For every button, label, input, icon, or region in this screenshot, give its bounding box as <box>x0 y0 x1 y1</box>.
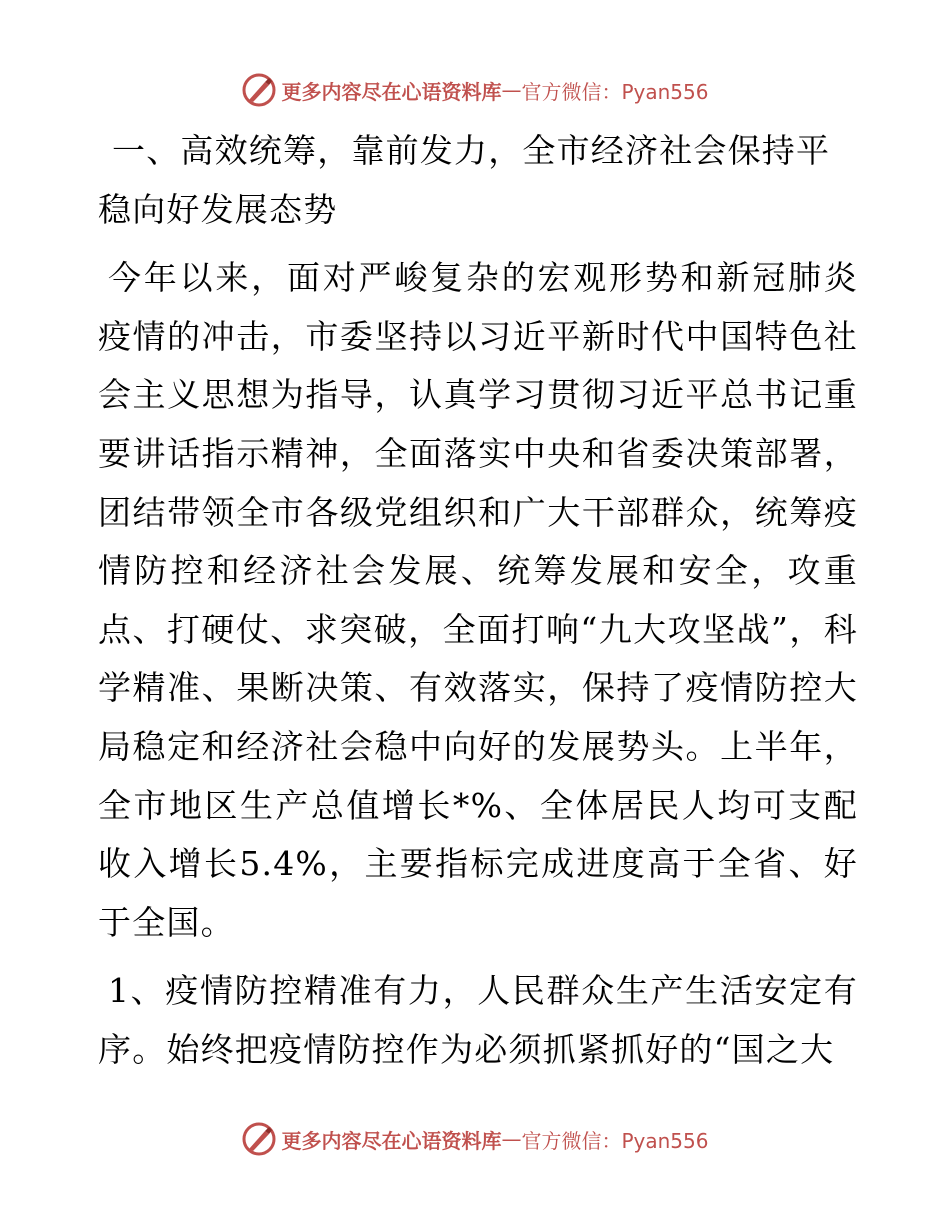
paragraph-intro: 今年以来，面对严峻复杂的宏观形势和新冠肺炎疫情的冲击，市委坚持以习近平新时代中国特色社会主义思想为指导，认真学习贯彻习近平总书记重要讲话指示精神，全面落实中央和省委决策部署，团结带领全市各级党组织和广大干部群众，统筹疫情防控和经济社会发展、统筹发展和安全，攻重点、打硬仗、求突破，全面打响“九大攻坚战”，科学精准、果断决策、有效落实，保持了疫情防控大局稳定和经济社会稳中向好的发展势头。上半年，全市地区生产总值增长*%、全体居民人均可支配收入增长5.4%，主要指标完成进度高于全省、好于全国。 <box>98 258 858 942</box>
banner-brand: 更多内容尽在心语资料库 <box>281 79 502 104</box>
pen-logo-icon <box>241 1121 277 1157</box>
banner-contact: 官方微信：Pyan556 <box>521 79 709 104</box>
banner-separator: — <box>501 1127 522 1151</box>
banner-separator: — <box>501 78 522 102</box>
document-body <box>98 122 858 1090</box>
banner-contact: 官方微信：Pyan556 <box>521 1128 709 1153</box>
pen-logo-icon <box>241 72 277 108</box>
section-heading: 一、高效统筹，靠前发力，全市经济社会保持平稳向好发展态势 <box>98 131 831 229</box>
paragraph-epidemic-control: 1、疫情防控精准有力，人民群众生产生活安定有序。始终把疫情防控作为必须抓紧抓好的“国之大 <box>98 971 858 1069</box>
footer-banner <box>0 1119 950 1159</box>
banner-brand: 更多内容尽在心语资料库 <box>281 1128 502 1153</box>
header-banner <box>0 70 950 110</box>
